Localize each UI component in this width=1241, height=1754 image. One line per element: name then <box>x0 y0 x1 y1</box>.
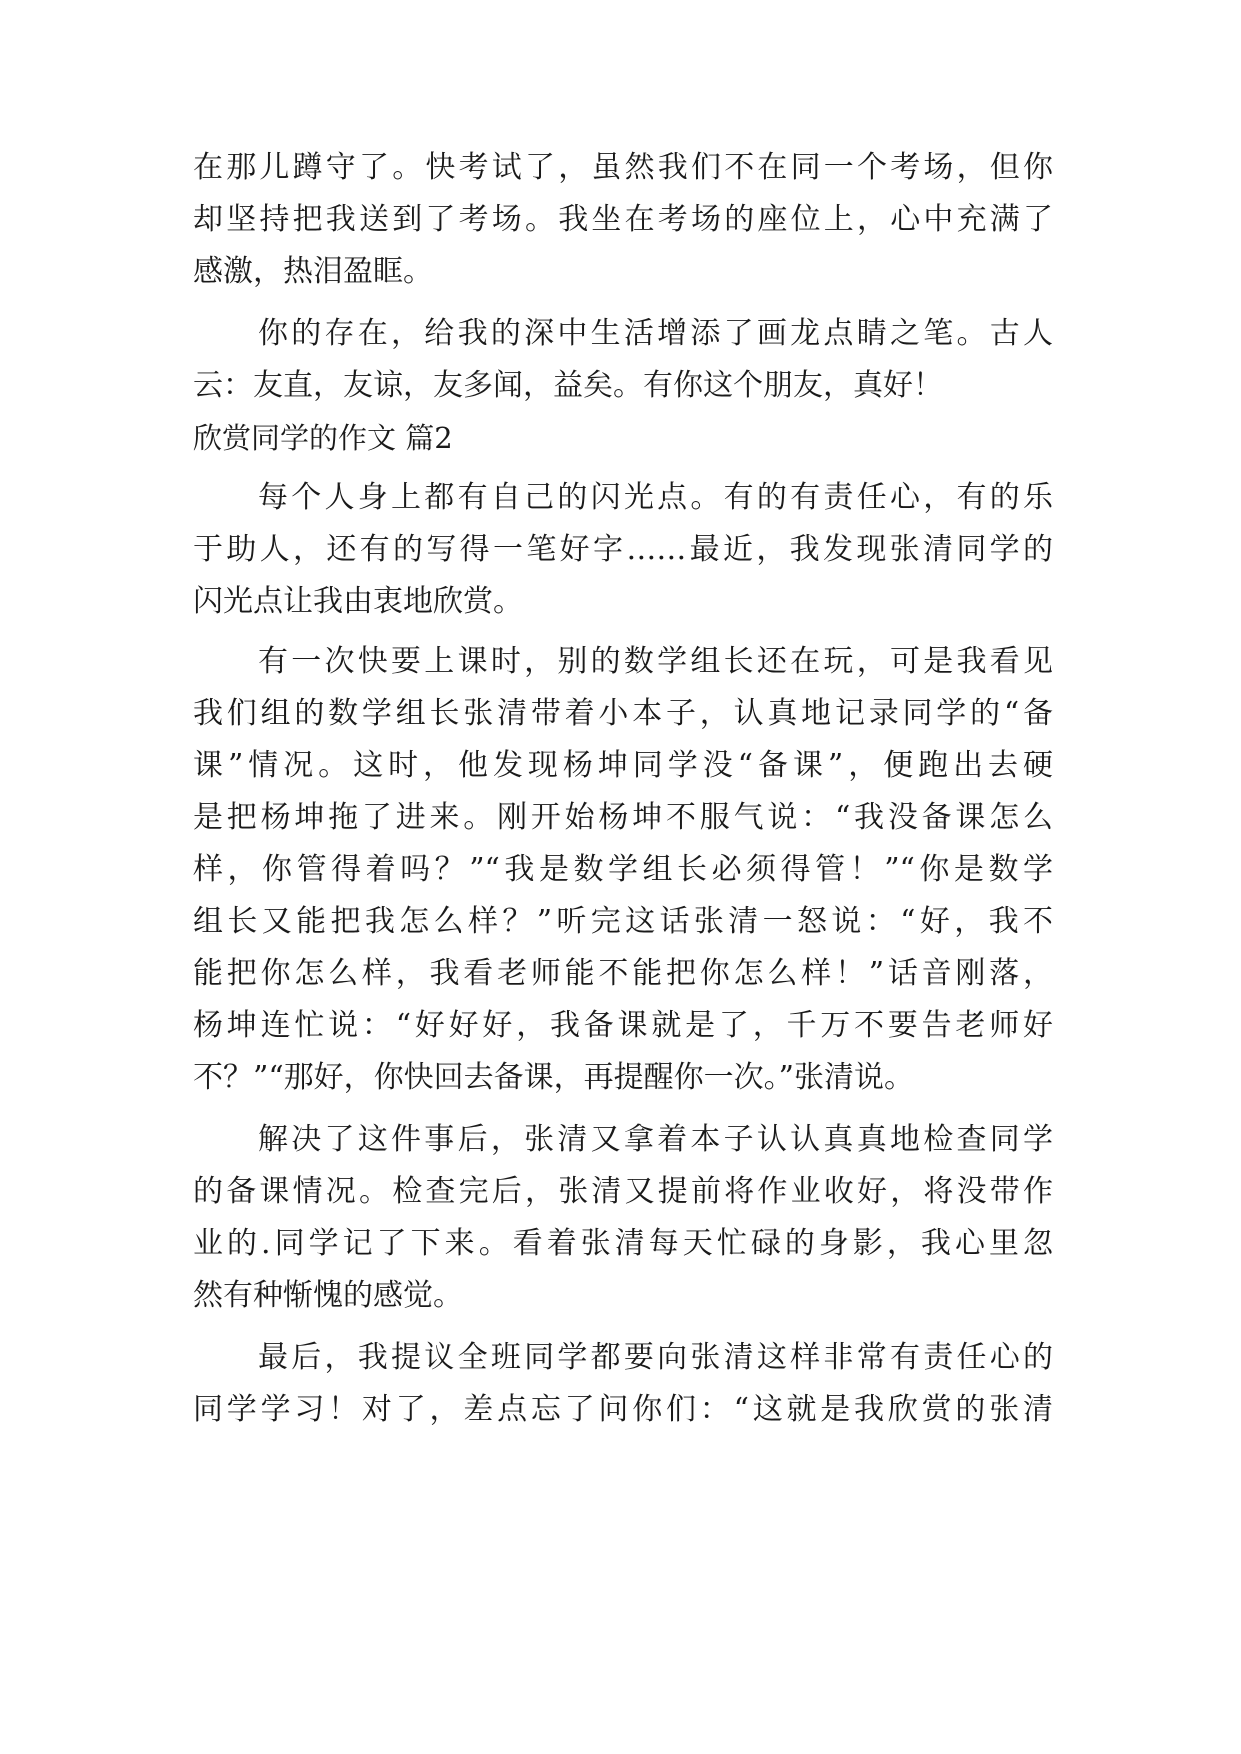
text-line: 我们组的数学组长张清带着小本子，认真地记录同学的“备 <box>193 696 1053 731</box>
text-line: 是把杨坤拖了进来。刚开始杨坤不服气说：“我没备课怎么 <box>193 800 1053 835</box>
text-line: 杨坤连忙说：“好好好，我备课就是了，千万不要告老师好 <box>193 1008 1053 1043</box>
text-line: 业的.同学记了下来。看着张清每天忙碌的身影，我心里忽 <box>193 1226 1053 1261</box>
text-line: 能把你怎么样，我看老师能不能把你怎么样！”话音刚落， <box>193 956 1053 991</box>
text-line: 却坚持把我送到了考场。我坐在考场的座位上，心中充满了 <box>193 202 1053 237</box>
text-line: 然有种惭愧的感觉。 <box>193 1278 463 1313</box>
text-line: 同学学习！对了，差点忘了问你们：“这就是我欣赏的张清 <box>193 1392 1053 1427</box>
text-line: 闪光点让我由衷地欣赏。 <box>193 584 523 619</box>
text-line: 不？”“那好，你快回去备课，再提醒你一次。”张清说。 <box>193 1060 915 1095</box>
text-line: 在那儿蹲守了。快考试了，虽然我们不在同一个考场，但你 <box>193 150 1053 185</box>
text-line: 组长又能把我怎么样？”听完这话张清一怒说：“好，我不 <box>193 904 1053 939</box>
text-line: 解决了这件事后，张清又拿着本子认认真真地检查同学 <box>258 1122 1053 1157</box>
section-heading: 欣赏同学的作文 篇2 <box>193 421 453 455</box>
text-line: 样，你管得着吗？”“我是数学组长必须得管！”“你是数学 <box>193 852 1053 887</box>
text-line: 于助人，还有的写得一笔好字……最近，我发现张清同学的 <box>193 532 1053 567</box>
text-line: 最后，我提议全班同学都要向张清这样非常有责任心的 <box>258 1340 1053 1375</box>
text-line: 感激，热泪盈眶。 <box>193 254 433 289</box>
text-line: 云：友直，友谅，友多闻，益矣。有你这个朋友，真好！ <box>193 368 943 403</box>
text-line: 每个人身上都有自己的闪光点。有的有责任心，有的乐 <box>258 480 1053 515</box>
text-line: 课”情况。这时，他发现杨坤同学没“备课”，便跑出去硬 <box>193 748 1053 783</box>
text-line: 有一次快要上课时，别的数学组长还在玩，可是我看见 <box>258 644 1053 679</box>
text-line: 的备课情况。检查完后，张清又提前将作业收好，将没带作 <box>193 1174 1053 1209</box>
text-line: 你的存在，给我的深中生活增添了画龙点睛之笔。古人 <box>258 316 1053 351</box>
